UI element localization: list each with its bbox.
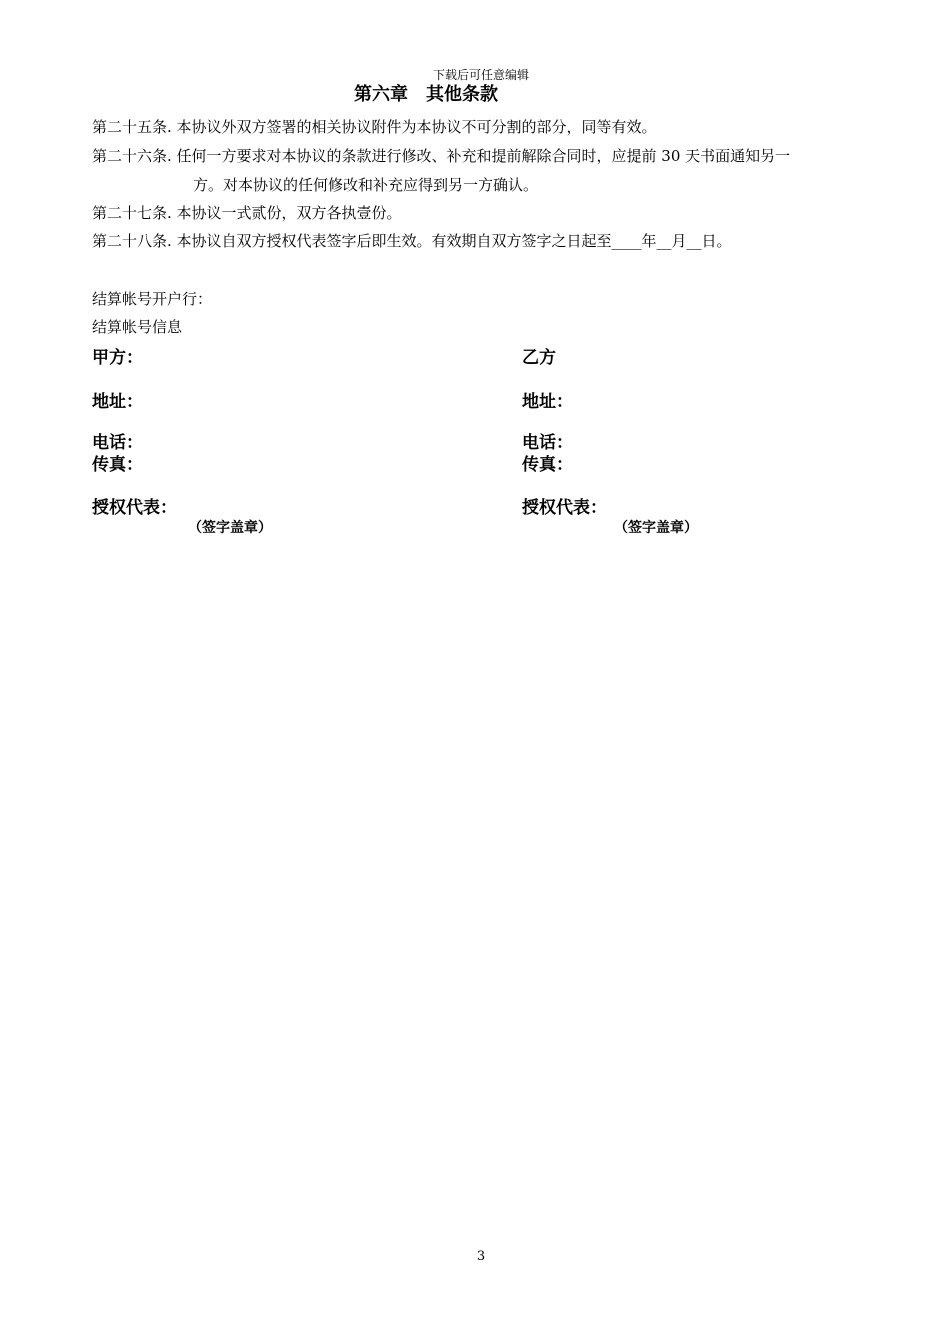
party-b-representative: 授权代表： bbox=[522, 498, 607, 518]
header-note: 下载后可任意编辑 bbox=[432, 68, 529, 82]
clause-28: 第二十八条. 本协议自双方授权代表签字后即生效。有效期自双方签字之日起至____年__月__日。 bbox=[92, 232, 732, 250]
clause-26-continuation: 方。对本协议的任何修改和补充应得到另一方确认。 bbox=[193, 176, 539, 194]
party-b-phone: 电话： bbox=[522, 433, 573, 453]
account-info-label: 结算帐号信息 bbox=[92, 318, 183, 336]
party-a-name: 甲方： bbox=[92, 348, 143, 368]
clause-25: 第二十五条. 本协议外双方签署的相关协议附件为本协议不可分割的部分，同等有效。 bbox=[92, 118, 657, 136]
party-a-seal-note: （签字盖章） bbox=[188, 520, 272, 536]
party-a-phone: 电话： bbox=[92, 433, 143, 453]
account-bank-label: 结算帐号开户行： bbox=[92, 290, 213, 308]
chapter-title: 第六章 其他条款 bbox=[354, 84, 498, 105]
page-number: 3 bbox=[476, 1249, 486, 1264]
party-b-seal-note: （签字盖章） bbox=[614, 520, 698, 536]
party-a-representative: 授权代表： bbox=[92, 498, 177, 518]
clause-27: 第二十七条. 本协议一式贰份，双方各执壹份。 bbox=[92, 204, 402, 222]
party-a-address: 地址： bbox=[92, 392, 143, 412]
clause-26: 第二十六条. 任何一方要求对本协议的条款进行修改、补充和提前解除合同时，应提前 30 天书面通知另一 bbox=[92, 147, 791, 165]
party-b-name: 乙方 bbox=[522, 348, 556, 368]
party-b-fax: 传真： bbox=[522, 455, 573, 475]
party-a-fax: 传真： bbox=[92, 455, 143, 475]
party-b-address: 地址： bbox=[522, 392, 573, 412]
